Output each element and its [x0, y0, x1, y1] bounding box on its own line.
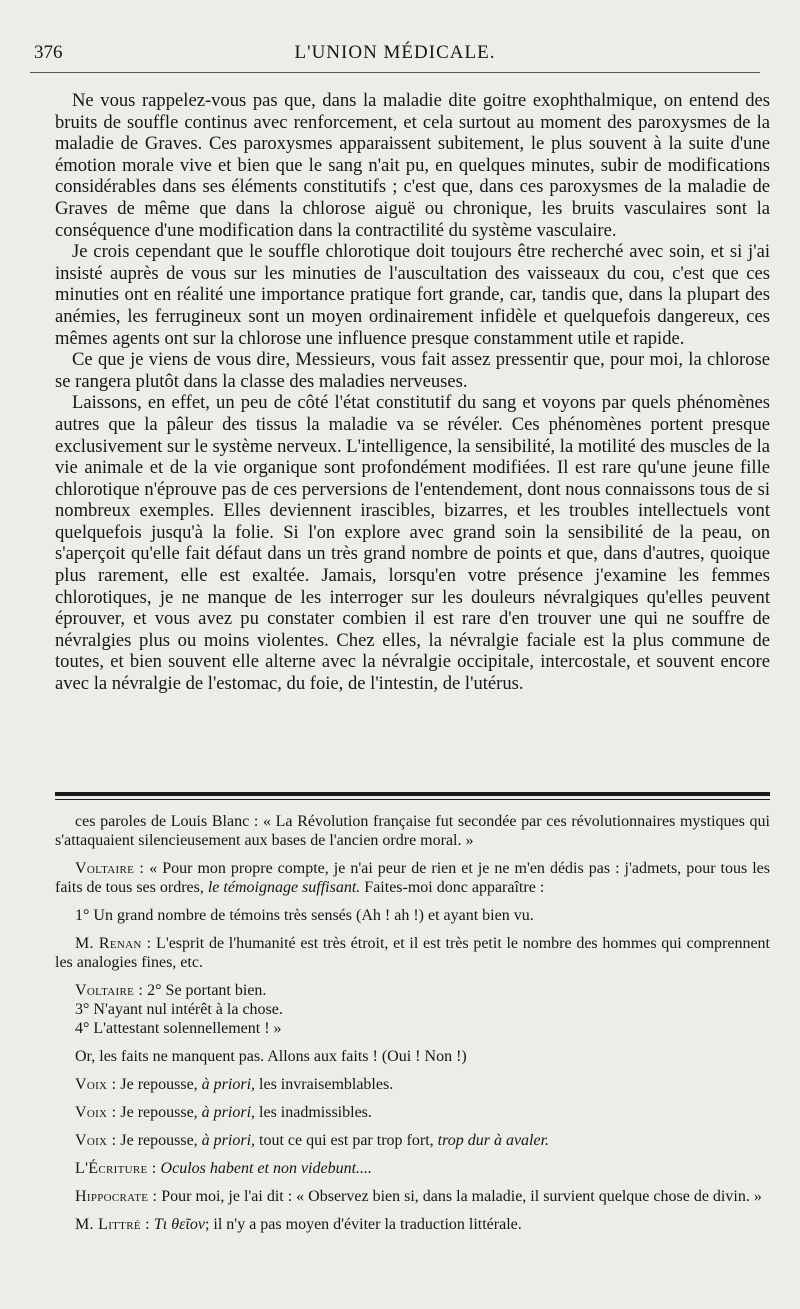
footnote-line: 4° L'attestant solennellement ! » — [75, 1020, 282, 1037]
separator-thin-rule — [55, 799, 770, 800]
footnote-italic: trop dur à avaler. — [437, 1132, 550, 1149]
footnote-line: Or, les faits ne manquent pas. Allons aux faits ! (Oui ! Non !) — [75, 1048, 467, 1065]
footnote-greek: Tι θεῖον — [149, 1216, 205, 1233]
footnote-italic: à priori, — [201, 1104, 256, 1121]
footnote-text: Je repousse, — [116, 1132, 202, 1149]
footnote-italic: à priori, — [201, 1076, 256, 1093]
footnotes — [55, 812, 770, 1243]
footnote-text: ; il n'y a pas moyen d'éviter la traduction littérale. — [204, 1216, 522, 1233]
separator-thick-rule — [55, 792, 770, 796]
footnote-italic: le témoignage suffisant. — [207, 879, 361, 896]
footnote-line: 3° N'ayant nul intérêt à la chose. — [75, 1001, 283, 1018]
speaker-name: Voltaire : — [75, 860, 145, 877]
footnote-text: les invraisemblables. — [255, 1076, 394, 1093]
footnote-text: tout ce qui est par trop fort, — [255, 1132, 438, 1149]
footnote-text: Faites-moi donc apparaître : — [360, 879, 545, 896]
running-title: L'UNION MÉDICALE. — [294, 42, 496, 63]
body-paragraph: Je crois cependant que le souffle chlorotique doit toujours être recherché avec soin, et si j'ai insisté auprès de vous sur les minuties de l'auscultation des vaisseaux du cou, c'est que ces minuties ont en réalité une importance pratique fort grande, car, tandis que, dans la plupart des anémies, les ferrugineux sont un moyen ordinairement infidèle et quelquefois dangereux, ces mêmes agents ont sur la chlorose une influence presque constamment utile et rapide. — [55, 241, 770, 349]
body-paragraph: Ce que je viens de vous dire, Messieurs, vous fait assez pressentir que, pour moi, la chlorose se rangera plutôt dans la classe des maladies nerveuses. — [55, 349, 770, 392]
footnote-line — [55, 1075, 770, 1094]
speaker-name: L'Écriture : — [75, 1160, 157, 1177]
speaker-name: Voltaire : — [75, 982, 144, 999]
footnote-text: les inadmissibles. — [255, 1104, 372, 1121]
speaker-name: Voix : — [75, 1076, 117, 1093]
footnote-italic: Oculos habent et non videbunt.... — [156, 1160, 373, 1177]
footnote-separator — [55, 792, 770, 800]
footnote-text: 2° Se portant bien. — [143, 982, 267, 999]
footnote-line: ces paroles de Louis Blanc : « La Révolution française fut secondée par ces révolutionnaires mystiques qui s'attaquaient silencieusement aux bases de l'ancien ordre moral. » — [55, 813, 770, 849]
footnote-text: Je repousse, — [116, 1076, 202, 1093]
speaker-name: Hippocrate : — [75, 1188, 158, 1205]
footnote-line — [55, 1103, 770, 1122]
page-header — [30, 36, 760, 73]
body-paragraph: Ne vous rappelez-vous pas que, dans la maladie dite goitre exophthalmique, on entend des bruits de souffle continus avec renforcement, et cela surtout au moment des paroxysmes de la maladie de Graves. Ces paroxysmes apparaissent subitement, le plus souvent à la suite d'une émotion morale vive et bien que le sang n'ait pu, en quelques minutes, subir de modifications considérables dans ses éléments constitutifs ; c'est que, dans ces paroxysmes de la maladie de Graves de même que dans la chlorose aiguë ou chronique, les bruits vasculaires sont la conséquence d'une modification dans la contractilité du système vasculaire. — [55, 90, 770, 241]
footnote-line — [55, 1215, 770, 1234]
footnote-line — [55, 859, 770, 897]
footnote-line — [55, 1131, 770, 1150]
footnote-text: « Pour mon propre compte, je n'ai peur de rien et je ne m'en dédis pas : j'admets, pour tous les faits de tous ses ordres, — [55, 860, 770, 896]
footnote-italic: à priori, — [201, 1132, 256, 1149]
footnote-text: Je repousse, — [116, 1104, 202, 1121]
footnote-line — [55, 1187, 770, 1206]
footnote-line — [55, 1159, 770, 1178]
speaker-name: M. Renan : — [75, 935, 152, 952]
page-number: 376 — [34, 42, 63, 63]
speaker-name: Voix : — [75, 1132, 117, 1149]
footnote-line: 1° Un grand nombre de témoins très sensés (Ah ! ah !) et ayant bien vu. — [75, 907, 534, 924]
speaker-name: Voix : — [75, 1104, 117, 1121]
main-text — [55, 90, 770, 695]
footnote-line — [55, 981, 770, 1000]
footnote-text: L'esprit de l'humanité est très étroit, et il est très petit le nombre des hommes qui comprennent les analogies fines, etc. — [55, 935, 770, 971]
footnote-text: Pour moi, je l'ai dit : « Observez bien si, dans la maladie, il survient quelque chose de divin. » — [157, 1188, 762, 1205]
body-paragraph: Laissons, en effet, un peu de côté l'état constitutif du sang et voyons par quels phénomènes autres que la pâleur des tissus la maladie va se révéler. Ces phénomènes portent presque exclusivement sur le système nerveux. L'intelligence, la sensibilité, la motilité des muscles de la vie animale et de la vie organique sont profondément modifiées. Il est rare qu'une jeune fille chlorotique n'éprouve pas de ces perversions de l'entendement, dont nous connaissons tous de si nombreux exemples. Elles deviennent irascibles, bizarres, et les troubles intellectuels vont quelquefois jusqu'à la folie. Si l'on explore avec grand soin la sensibilité de la peau, on s'aperçoit qu'elle fait défaut dans un très grand nombre de points et que, dans d'autres, quoique plus rarement, elle est exaltée. Jamais, lorsqu'en votre présence j'examine les femmes chlorotiques, je ne manque de les interroger sur les douleurs névralgiques qu'elles peuvent éprouver, et vous avez pu constater combien il est rare d'en trouver une qui ne souffre de névralgies plus ou moins violentes. Chez elles, la névralgie faciale est la plus commune de toutes, et bien souvent elle alterne avec la névralgie occipitale, intercostale, et souvent encore avec la névralgie de l'estomac, du foie, de l'intestin, de l'utérus. — [55, 392, 770, 695]
speaker-name: M. Littré : — [75, 1216, 150, 1233]
footnote-line — [55, 934, 770, 972]
